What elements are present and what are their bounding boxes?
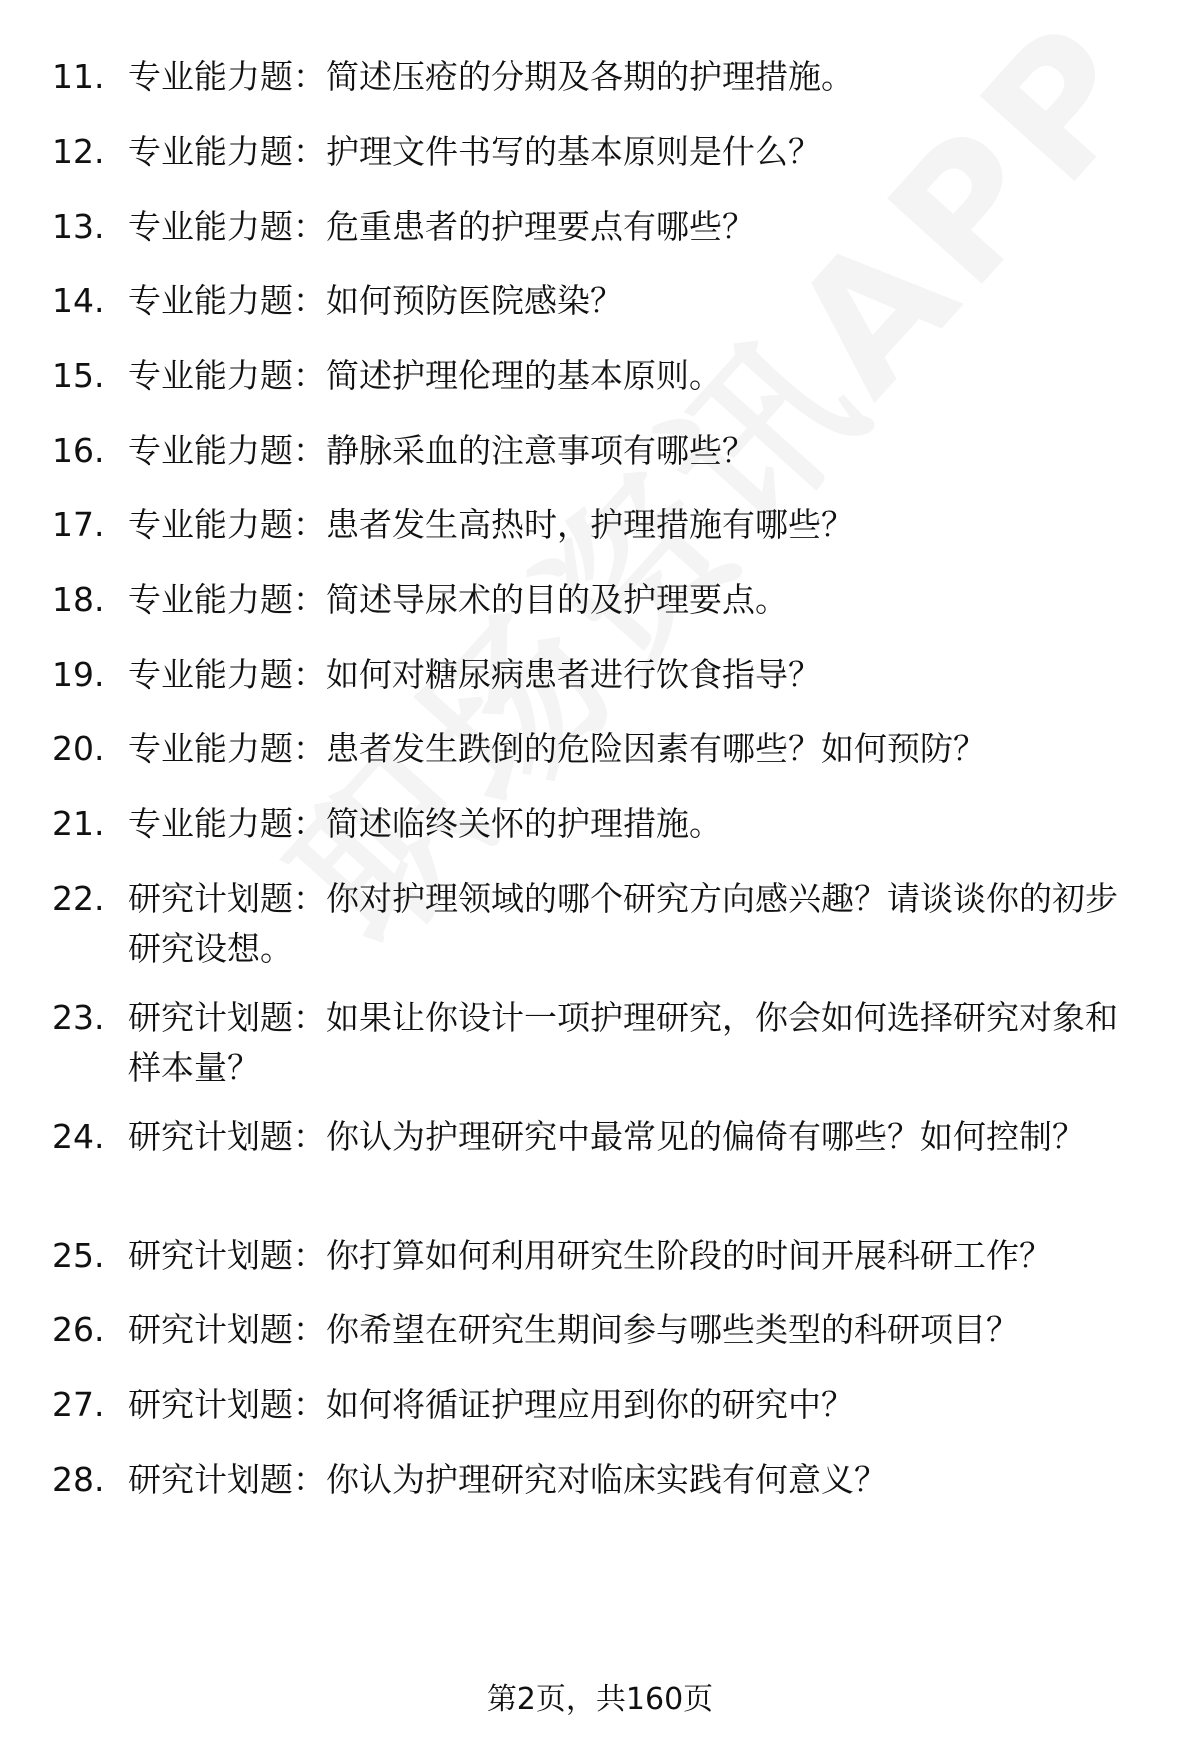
question-text: 你认为护理研究对临床实践有何意义？ [326,1460,887,1499]
question-category: 专业能力题： [128,57,326,96]
question-category: 专业能力题： [128,729,326,768]
question-text: 患者发生高热时，护理措施有哪些？ [326,505,854,544]
question-text: 如何对糖尿病患者进行饮食指导？ [326,655,821,694]
question-text: 如何将循证护理应用到你的研究中？ [326,1385,854,1424]
question-category: 研究计划题： [128,879,326,918]
question-number: 23. [52,998,105,1037]
question-body [128,650,1148,700]
question-category: 研究计划题： [128,1310,326,1349]
question-text: 你对护理领域的哪个研究方向感兴趣？请谈谈你的初步研究设想。 [128,879,1118,968]
question-number: 22. [52,879,105,918]
question-category: 专业能力题： [128,804,326,843]
question-body [128,202,1148,252]
question-text: 如果让你设计一项护理研究，你会如何选择研究对象和样本量？ [128,998,1118,1087]
question-category: 研究计划题： [128,1385,326,1424]
question-category: 专业能力题： [128,281,326,320]
question-text: 你希望在研究生期间参与哪些类型的科研项目？ [326,1310,1019,1349]
question-text: 简述导尿术的目的及护理要点。 [326,580,788,619]
question-number: 17. [52,505,105,544]
question-number: 19. [52,655,105,694]
question-text: 你打算如何利用研究生阶段的时间开展科研工作？ [326,1236,1052,1275]
question-text: 护理文件书写的基本原则是什么？ [326,132,821,171]
question-number: 15. [52,356,105,395]
question-body [128,1380,1148,1430]
question-text: 你认为护理研究中最常见的偏倚有哪些？如何控制？ [326,1117,1085,1156]
question-category: 专业能力题： [128,207,326,246]
question-body [128,500,1148,550]
question-number: 18. [52,580,105,619]
question-body [128,1455,1148,1505]
question-text: 简述临终关怀的护理措施。 [326,804,722,843]
question-text: 简述护理伦理的基本原则。 [326,356,722,395]
question-category: 专业能力题： [128,132,326,171]
question-body [128,351,1148,401]
question-number: 13. [52,207,105,246]
question-number: 28. [52,1460,105,1499]
question-number: 20. [52,729,105,768]
question-category: 研究计划题： [128,1117,326,1156]
question-body [128,874,1148,974]
question-body [128,575,1148,625]
question-category: 研究计划题： [128,1460,326,1499]
question-number: 25. [52,1236,105,1275]
question-number: 24. [52,1117,105,1156]
question-body [128,1231,1148,1281]
question-text: 静脉采血的注意事项有哪些？ [326,431,755,470]
question-number: 16. [52,431,105,470]
question-body [128,799,1148,849]
question-category: 研究计划题： [128,998,326,1037]
question-number: 26. [52,1310,105,1349]
question-text: 危重患者的护理要点有哪些？ [326,207,755,246]
question-body [128,1305,1148,1355]
question-body [128,724,1148,774]
question-text: 患者发生跌倒的危险因素有哪些？如何预防？ [326,729,986,768]
question-category: 研究计划题： [128,1236,326,1275]
question-body [128,993,1148,1093]
question-category: 专业能力题： [128,431,326,470]
question-number: 11. [52,57,105,96]
question-body [128,52,1148,102]
question-number: 21. [52,804,105,843]
question-number: 27. [52,1385,105,1424]
question-category: 专业能力题： [128,655,326,694]
question-number: 12. [52,132,105,171]
question-body [128,276,1148,326]
question-text: 如何预防医院感染？ [326,281,623,320]
question-category: 专业能力题： [128,356,326,395]
question-text: 简述压疮的分期及各期的护理措施。 [326,57,854,96]
question-body [128,1112,1148,1162]
question-body [128,426,1148,476]
question-category: 专业能力题： [128,580,326,619]
question-body [128,127,1148,177]
question-category: 专业能力题： [128,505,326,544]
page-number-footer: 第2页，共160页 [486,1682,714,1717]
question-number: 14. [52,281,105,320]
